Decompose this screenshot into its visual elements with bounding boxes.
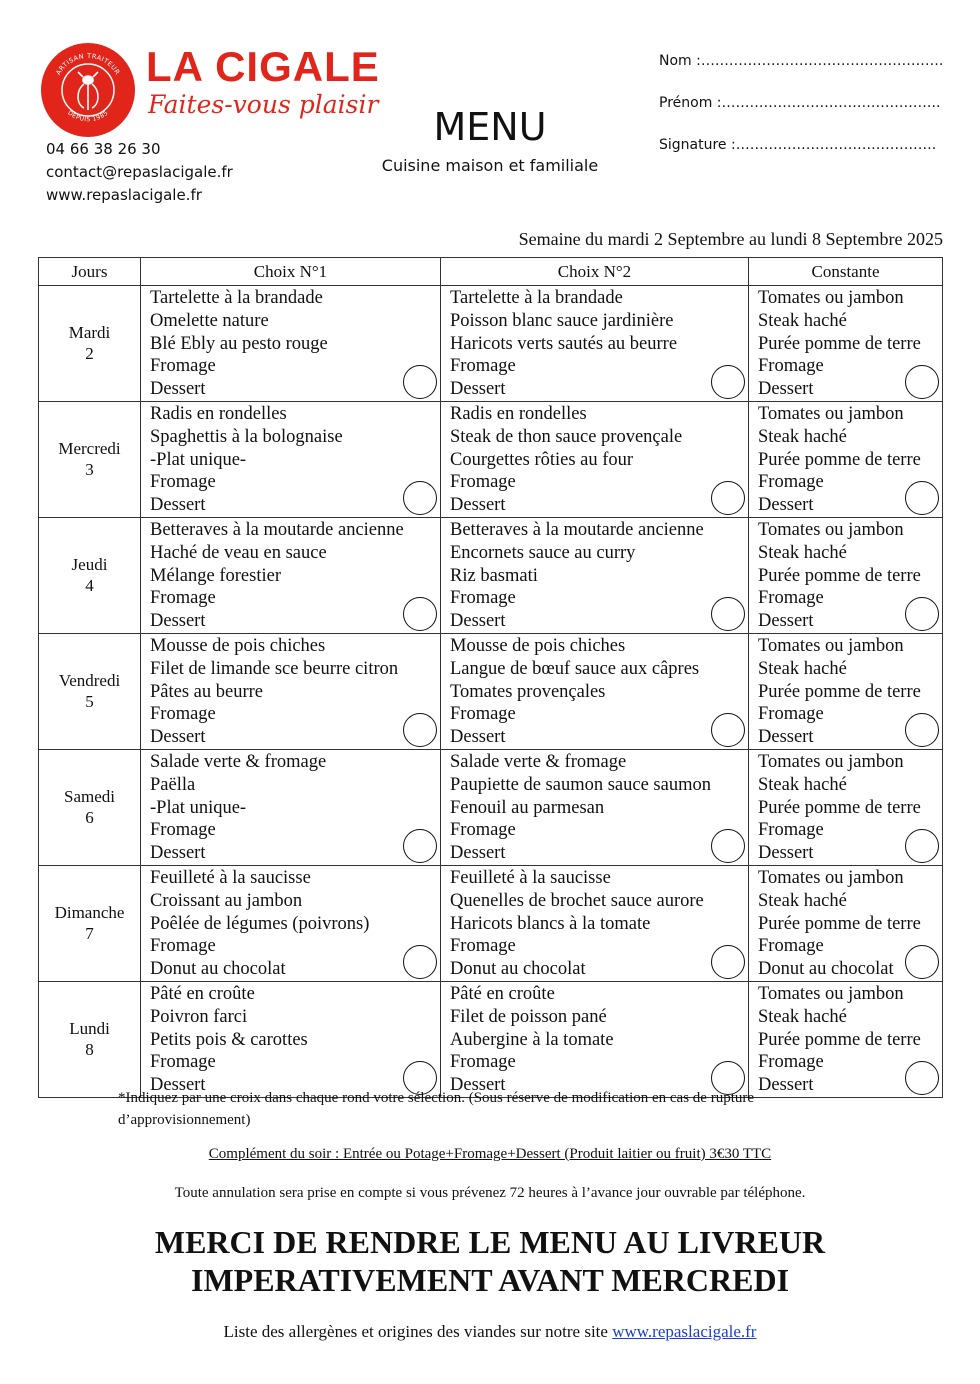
selection-circle[interactable] bbox=[711, 365, 745, 399]
menu-item: Fromage bbox=[450, 356, 516, 377]
choix2-cell bbox=[441, 517, 749, 633]
day-row-jeudi bbox=[39, 517, 943, 633]
selection-circle[interactable] bbox=[711, 945, 745, 979]
menu-item: Langue de bœuf sauce aux câpres bbox=[450, 658, 700, 679]
menu-item: Fromage bbox=[150, 820, 216, 841]
constante-cell bbox=[749, 749, 943, 865]
selection-circle[interactable] bbox=[905, 597, 939, 631]
day-name: Samedi bbox=[64, 787, 115, 807]
menu-item: Fromage bbox=[758, 588, 824, 609]
constante-cell bbox=[749, 401, 943, 517]
selection-circle[interactable] bbox=[403, 365, 437, 399]
menu-item: Steak haché bbox=[758, 542, 847, 563]
menu-item: Steak de thon sauce provençale bbox=[450, 426, 683, 447]
menu-item: Dessert bbox=[758, 1075, 814, 1096]
day-row-mardi bbox=[39, 286, 943, 402]
menu-item: Dessert bbox=[150, 727, 206, 748]
day-name: Dimanche bbox=[54, 903, 125, 923]
menu-item: Steak haché bbox=[758, 426, 847, 447]
menu-item: Dessert bbox=[150, 495, 206, 516]
selection-circle[interactable] bbox=[711, 713, 745, 747]
day-number: 4 bbox=[85, 576, 94, 596]
menu-item: Dessert bbox=[758, 843, 814, 864]
menu-item: Fromage bbox=[150, 588, 216, 609]
selection-circle[interactable] bbox=[905, 829, 939, 863]
menu-item: Dessert bbox=[150, 611, 206, 632]
selection-circle[interactable] bbox=[905, 713, 939, 747]
menu-item: Quenelles de brochet sauce aurore bbox=[450, 890, 704, 911]
selection-note: *Indiquez par une croix dans chaque rond votre sélection. (Sous réserve de modification en cas de rupture d’approvisionnement) bbox=[118, 1090, 755, 1128]
menu-item: Fromage bbox=[450, 1052, 516, 1073]
day-row-dimanche bbox=[39, 865, 943, 981]
choix1-cell bbox=[141, 633, 441, 749]
constante-cell bbox=[749, 981, 943, 1097]
menu-item: Tomates ou jambon bbox=[758, 867, 904, 888]
choix1-cell bbox=[141, 517, 441, 633]
day-cell bbox=[39, 286, 141, 402]
table-header-row bbox=[39, 258, 943, 286]
menu-item: Purée pomme de terre bbox=[758, 1029, 921, 1050]
logo-ring-top: ARTISAN TRAITEUR bbox=[54, 51, 122, 77]
menu-item: Dessert bbox=[758, 379, 814, 400]
menu-item: Pâté en croûte bbox=[450, 983, 555, 1004]
nom-field[interactable]: Nom :……………………………………………. bbox=[659, 53, 944, 69]
menu-item: Mousse de pois chiches bbox=[450, 635, 626, 656]
website-address: www.repaslacigale.fr bbox=[46, 186, 202, 204]
constante-cell bbox=[749, 865, 943, 981]
choix2-cell bbox=[441, 286, 749, 402]
day-number: 8 bbox=[85, 1040, 94, 1060]
menu-item: Purée pomme de terre bbox=[758, 913, 921, 934]
menu-item: Spaghettis à la bolognaise bbox=[150, 426, 343, 447]
menu-item: Purée pomme de terre bbox=[758, 333, 921, 354]
selection-circle[interactable] bbox=[711, 597, 745, 631]
email-address: contact@repaslacigale.fr bbox=[46, 163, 233, 181]
selection-circle[interactable] bbox=[711, 829, 745, 863]
menu-item: Salade verte & fromage bbox=[150, 751, 327, 772]
menu-item: Fromage bbox=[150, 936, 216, 957]
menu-item: Mousse de pois chiches bbox=[150, 635, 326, 656]
day-cell bbox=[39, 865, 141, 981]
day-row-samedi bbox=[39, 749, 943, 865]
menu-item: Fromage bbox=[450, 472, 516, 493]
menu-table bbox=[38, 257, 943, 1098]
choix2-cell bbox=[441, 981, 749, 1097]
day-cell bbox=[39, 401, 141, 517]
day-cell bbox=[39, 633, 141, 749]
choix2-cell bbox=[441, 865, 749, 981]
day-number: 2 bbox=[85, 344, 94, 364]
selection-circle[interactable] bbox=[403, 945, 437, 979]
menu-item: Tomates ou jambon bbox=[758, 983, 904, 1004]
allergens-text: Liste des allergènes et origines des viandes sur notre site bbox=[223, 1322, 613, 1341]
menu-item: Courgettes rôties au four bbox=[450, 449, 634, 470]
menu-item: Purée pomme de terre bbox=[758, 681, 921, 702]
week-label: Semaine du mardi 2 Septembre au lundi 8 Septembre 2025 bbox=[518, 229, 943, 249]
phone-number: 04 66 38 26 30 bbox=[46, 140, 161, 158]
menu-item: Paëlla bbox=[150, 774, 196, 795]
menu-item: Tartelette à la brandade bbox=[450, 288, 623, 308]
menu-item: Tomates ou jambon bbox=[758, 751, 904, 772]
menu-item: Riz basmati bbox=[450, 565, 538, 586]
page-subtitle: Cuisine maison et familiale bbox=[381, 156, 599, 175]
day-name: Mardi bbox=[68, 323, 111, 343]
selection-circle[interactable] bbox=[403, 481, 437, 515]
menu-item: -Plat unique- bbox=[150, 449, 247, 470]
logo-ring-bottom: DEPUIS 1985 bbox=[66, 109, 110, 124]
menu-item: Petits pois & carottes bbox=[150, 1029, 308, 1050]
day-cell bbox=[39, 517, 141, 633]
selection-circle[interactable] bbox=[711, 481, 745, 515]
brand-name: LA CIGALE bbox=[146, 43, 380, 90]
cancellation-policy: Toute annulation sera prise en compte si vous prévenez 72 heures à l’avance jour ouvrable par téléphone. bbox=[174, 1185, 806, 1201]
menu-item: Omelette nature bbox=[150, 310, 269, 331]
menu-item: Radis en rondelles bbox=[150, 403, 287, 424]
menu-item: Pâtes au beurre bbox=[150, 681, 264, 702]
menu-item: Dessert bbox=[758, 727, 814, 748]
menu-item: Fromage bbox=[150, 704, 216, 725]
menu-item: Tartelette à la brandade bbox=[150, 288, 323, 308]
menu-item: Tomates ou jambon bbox=[758, 635, 904, 656]
menu-item: Betteraves à la moutarde ancienne bbox=[450, 519, 704, 540]
menu-item: Radis en rondelles bbox=[450, 403, 587, 424]
day-row-mercredi bbox=[39, 401, 943, 517]
header-constante: Constante bbox=[749, 258, 943, 286]
day-number: 7 bbox=[85, 924, 94, 944]
day-name: Lundi bbox=[69, 1019, 110, 1039]
menu-item: Dessert bbox=[758, 611, 814, 632]
header-jours: Jours bbox=[39, 258, 141, 286]
menu-item: Feuilleté à la saucisse bbox=[150, 867, 311, 888]
constante-cell bbox=[749, 517, 943, 633]
menu-item: Purée pomme de terre bbox=[758, 797, 921, 818]
day-name: Jeudi bbox=[71, 555, 108, 575]
menu-item: Haricots verts sautés au beurre bbox=[450, 333, 678, 354]
menu-item: Filet de poisson pané bbox=[450, 1006, 607, 1027]
menu-item: Tomates provençales bbox=[450, 681, 606, 702]
menu-item: Feuilleté à la saucisse bbox=[450, 867, 611, 888]
menu-item: Dessert bbox=[450, 379, 506, 400]
menu-item: Haché de veau en sauce bbox=[150, 542, 327, 563]
menu-item: Tomates ou jambon bbox=[758, 403, 904, 424]
menu-item: Paupiette de saumon sauce saumon bbox=[450, 774, 711, 795]
choix1-cell bbox=[141, 981, 441, 1097]
selection-circle[interactable] bbox=[403, 597, 437, 631]
selection-circle[interactable] bbox=[403, 829, 437, 863]
menu-item: Steak haché bbox=[758, 1006, 847, 1027]
prenom-field[interactable]: Prénom :……………………………………….. bbox=[659, 95, 941, 111]
menu-item: Aubergine à la tomate bbox=[450, 1029, 614, 1050]
menu-item: Fromage bbox=[450, 704, 516, 725]
day-cell bbox=[39, 749, 141, 865]
menu-item: Fromage bbox=[150, 1052, 216, 1073]
menu-item: Fromage bbox=[758, 704, 824, 725]
menu-item: Dessert bbox=[150, 1075, 206, 1096]
menu-item: Encornets sauce au curry bbox=[450, 542, 636, 563]
choix2-cell bbox=[441, 633, 749, 749]
menu-item: Pâté en croûte bbox=[150, 983, 255, 1004]
menu-item: Fromage bbox=[450, 588, 516, 609]
menu-item: Steak haché bbox=[758, 890, 847, 911]
selection-circle[interactable] bbox=[905, 365, 939, 399]
return-notice-line2: IMPERATIVEMENT AVANT MERCREDI bbox=[190, 1262, 790, 1298]
header-choix1: Choix N°1 bbox=[141, 258, 441, 286]
header-choix2: Choix N°2 bbox=[441, 258, 749, 286]
menu-item: Dessert bbox=[450, 843, 506, 864]
evening-complement: Complément du soir : Entrée ou Potage+Fromage+Dessert (Produit laitier ou fruit) 3€30 TTC bbox=[208, 1146, 772, 1162]
menu-item: Fromage bbox=[450, 820, 516, 841]
menu-item: Donut au chocolat bbox=[758, 959, 894, 980]
menu-item: Fromage bbox=[758, 936, 824, 957]
day-number: 5 bbox=[85, 692, 94, 712]
choix1-cell bbox=[141, 401, 441, 517]
menu-item: Dessert bbox=[450, 727, 506, 748]
menu-item: Fromage bbox=[758, 820, 824, 841]
return-notice-line1: MERCI DE RENDRE LE MENU AU LIVREUR bbox=[154, 1224, 826, 1260]
menu-item: Mélange forestier bbox=[150, 565, 281, 586]
choix2-cell bbox=[441, 401, 749, 517]
day-row-lundi bbox=[39, 981, 943, 1097]
menu-item: Poivron farci bbox=[150, 1006, 248, 1027]
menu-item: Poisson blanc sauce jardinière bbox=[450, 310, 674, 331]
menu-item: Fromage bbox=[758, 1052, 824, 1073]
menu-item: Fromage bbox=[150, 356, 216, 377]
allergens-link[interactable]: www.repaslacigale.fr bbox=[612, 1322, 757, 1341]
menu-item: Purée pomme de terre bbox=[758, 449, 921, 470]
menu-item: Steak haché bbox=[758, 658, 847, 679]
day-name: Mercredi bbox=[58, 439, 121, 459]
menu-item: Tomates ou jambon bbox=[758, 519, 904, 540]
choix2-cell bbox=[441, 749, 749, 865]
selection-circle[interactable] bbox=[905, 1061, 939, 1095]
menu-item: Filet de limande sce beurre citron bbox=[150, 658, 399, 679]
signature-field[interactable]: Signature :……………………………………. bbox=[659, 137, 937, 153]
menu-item: Donut au chocolat bbox=[150, 959, 286, 980]
brand-tagline: Faites-vous plaisir bbox=[148, 90, 379, 119]
allergens-info bbox=[0, 1322, 980, 1342]
day-number: 6 bbox=[85, 808, 94, 828]
menu-item: -Plat unique- bbox=[150, 797, 247, 818]
day-number: 3 bbox=[85, 460, 94, 480]
menu-item: Dessert bbox=[150, 843, 206, 864]
constante-cell bbox=[749, 286, 943, 402]
choix1-cell bbox=[141, 286, 441, 402]
day-name: Vendredi bbox=[58, 671, 121, 691]
menu-item: Fromage bbox=[758, 472, 824, 493]
menu-item: Dessert bbox=[150, 379, 206, 400]
page-title: MENU bbox=[433, 105, 547, 149]
selection-circle[interactable] bbox=[905, 945, 939, 979]
menu-item: Fromage bbox=[450, 936, 516, 957]
choix1-cell bbox=[141, 865, 441, 981]
menu-item: Fromage bbox=[758, 356, 824, 377]
menu-item: Purée pomme de terre bbox=[758, 565, 921, 586]
menu-item: Poêlée de légumes (poivrons) bbox=[150, 913, 370, 934]
day-cell bbox=[39, 981, 141, 1097]
menu-item: Betteraves à la moutarde ancienne bbox=[150, 519, 404, 540]
menu-item: Tomates ou jambon bbox=[758, 288, 904, 308]
menu-item: Salade verte & fromage bbox=[450, 751, 627, 772]
menu-item: Steak haché bbox=[758, 310, 847, 331]
menu-item: Dessert bbox=[450, 495, 506, 516]
menu-item: Dessert bbox=[450, 1075, 506, 1096]
menu-item: Dessert bbox=[758, 495, 814, 516]
menu-item: Croissant au jambon bbox=[150, 890, 303, 911]
menu-item: Blé Ebly au pesto rouge bbox=[150, 333, 328, 354]
menu-item: Haricots blancs à la tomate bbox=[450, 913, 651, 934]
menu-item: Fromage bbox=[150, 472, 216, 493]
day-row-vendredi bbox=[39, 633, 943, 749]
menu-item: Dessert bbox=[450, 611, 506, 632]
menu-item: Donut au chocolat bbox=[450, 959, 586, 980]
choix1-cell bbox=[141, 749, 441, 865]
menu-item: Fenouil au parmesan bbox=[450, 797, 605, 818]
constante-cell bbox=[749, 633, 943, 749]
selection-circle[interactable] bbox=[403, 713, 437, 747]
la-cigale-logo bbox=[40, 42, 136, 138]
menu-item: Steak haché bbox=[758, 774, 847, 795]
selection-circle[interactable] bbox=[905, 481, 939, 515]
